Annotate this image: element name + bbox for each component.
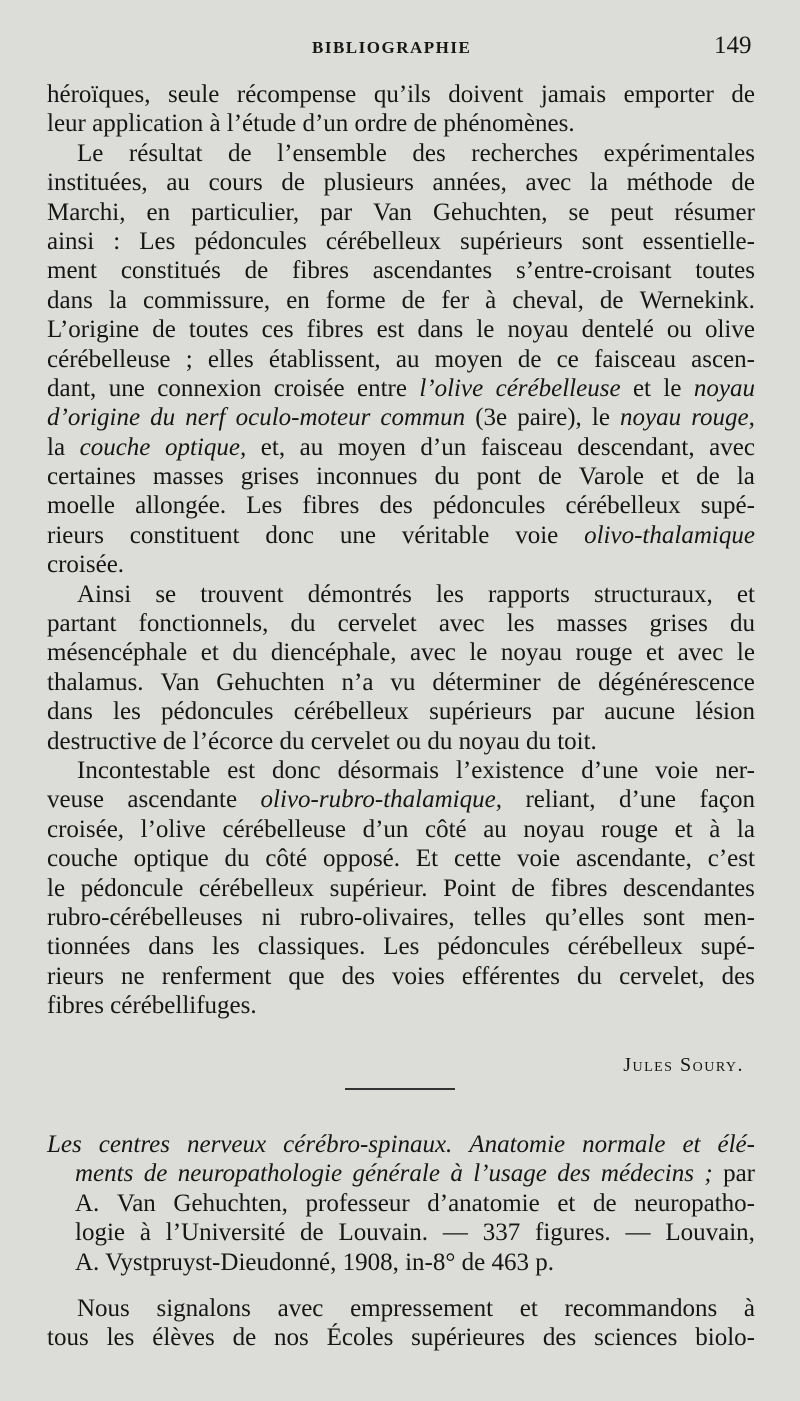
text-line: dans les pédoncules cérébelleux supérieurs par aucune lésion xyxy=(47,698,755,726)
text-line: croisée. xyxy=(47,551,125,579)
text-line: A. Van Gehuchten, professeur d’anatomie et de neuropatho- xyxy=(75,1189,755,1217)
text-line: dant, une connexion croisée entre l’olive cérébelleuse et le noyau xyxy=(47,374,755,402)
text-line: rieurs ne renferment que des voies efférentes du cervelet, des xyxy=(47,962,755,990)
text-line: tionnées dans les classiques. Les pédoncules cérébelleux supé- xyxy=(47,933,755,961)
text-line: Les centres nerveux cérébro-spinaux. Anatomie normale et élé- xyxy=(47,1131,755,1158)
text-line: instituées, au cours de plusieurs années, avec la méthode de xyxy=(47,169,755,197)
text-line: Ainsi se trouvent démontrés les rapports structuraux, et xyxy=(77,580,755,608)
text-line: dans la commissure, en forme de fer à cheval, de Wernekink. xyxy=(47,286,755,314)
text-line: mésencéphale et du diencéphale, avec le noyau rouge et avec le xyxy=(47,639,755,667)
text-line: Marchi, en particulier, par Van Gehuchten, se peut résumer xyxy=(47,198,755,226)
text-line: ainsi : Les pédoncules cérébelleux supérieurs sont essentielle- xyxy=(47,227,755,255)
announcement-text xyxy=(47,1294,755,1353)
text-line: ment constitués de fibres ascendantes s’entre-croisant toutes xyxy=(47,257,755,285)
text-line: rubro-cérébelleuses ni rubro-olivaires, telles qu’elles sont men- xyxy=(47,903,755,931)
text-line: croisée, l’olive cérébelleuse d’un côté au noyau rouge et à la xyxy=(47,815,755,843)
text-line: Incontestable est donc désormais l’existence d’une voie ner- xyxy=(77,756,755,784)
text-line: L’origine de toutes ces fibres est dans le noyau dentelé ou olive xyxy=(47,316,755,344)
text-line: tous les élèves de nos Écoles supérieures des sciences biolo- xyxy=(47,1324,755,1352)
text-line: destructive de l’écorce du cervelet ou du noyau du toit. xyxy=(47,727,597,755)
review-text xyxy=(47,80,755,1021)
text-line: A. Vystpruyst-Dieudonné, 1908, in-8° de 463 p. xyxy=(75,1248,554,1276)
text-line: couche optique du côté opposé. Et cette voie ascendante, c’est xyxy=(47,845,755,873)
text-line: héroïques, seule récompense qu’ils doivent jamais emporter de xyxy=(47,81,755,108)
text-line: la couche optique, et, au moyen d’un faisceau descendant, avec xyxy=(47,433,755,461)
text-line: Nous signalons avec empressement et recommandons à xyxy=(77,1295,755,1322)
review-signature: Jules Soury. xyxy=(623,1054,744,1076)
text-line: thalamus. Van Gehuchten n’a vu déterminer de dégénérescence xyxy=(47,668,755,696)
text-line: certaines masses grises inconnues du pont de Varole et de la xyxy=(47,463,755,491)
text-line: veuse ascendante olivo-rubro-thalamique, reliant, d’une façon xyxy=(47,786,755,814)
text-line: rieurs constituent donc une véritable voie olivo-thalamique xyxy=(47,521,755,549)
bibliographic-entry xyxy=(47,1130,755,1277)
text-line: moelle allongée. Les fibres des pédoncules cérébelleux supé- xyxy=(47,492,755,520)
page-header xyxy=(0,32,800,68)
section-divider xyxy=(345,1088,455,1090)
text-line: partant fonctionnels, du cervelet avec les masses grises du xyxy=(47,610,755,638)
text-line: leur application à l’étude d’un ordre de phénomènes. xyxy=(47,110,575,138)
page-number: 149 xyxy=(714,32,752,59)
text-line: cérébelleuse ; elles établissent, au moyen de ce faisceau ascen- xyxy=(47,345,755,373)
text-line: logie à l’Université de Louvain. — 337 figures. — Louvain, xyxy=(75,1219,755,1247)
text-line: ments de neuropathologie générale à l’usage des médecins ; par xyxy=(75,1160,755,1188)
text-line: le pédoncule cérébelleux supérieur. Point de fibres descendantes xyxy=(47,874,755,902)
text-line: Le résultat de l’ensemble des recherches expérimentales xyxy=(77,139,755,167)
text-line: d’origine du nerf oculo-moteur commun (3e paire), le noyau rouge, xyxy=(47,404,755,432)
running-title: BIBLIOGRAPHIE xyxy=(312,38,472,57)
text-line: fibres cérébellifuges. xyxy=(47,992,257,1020)
